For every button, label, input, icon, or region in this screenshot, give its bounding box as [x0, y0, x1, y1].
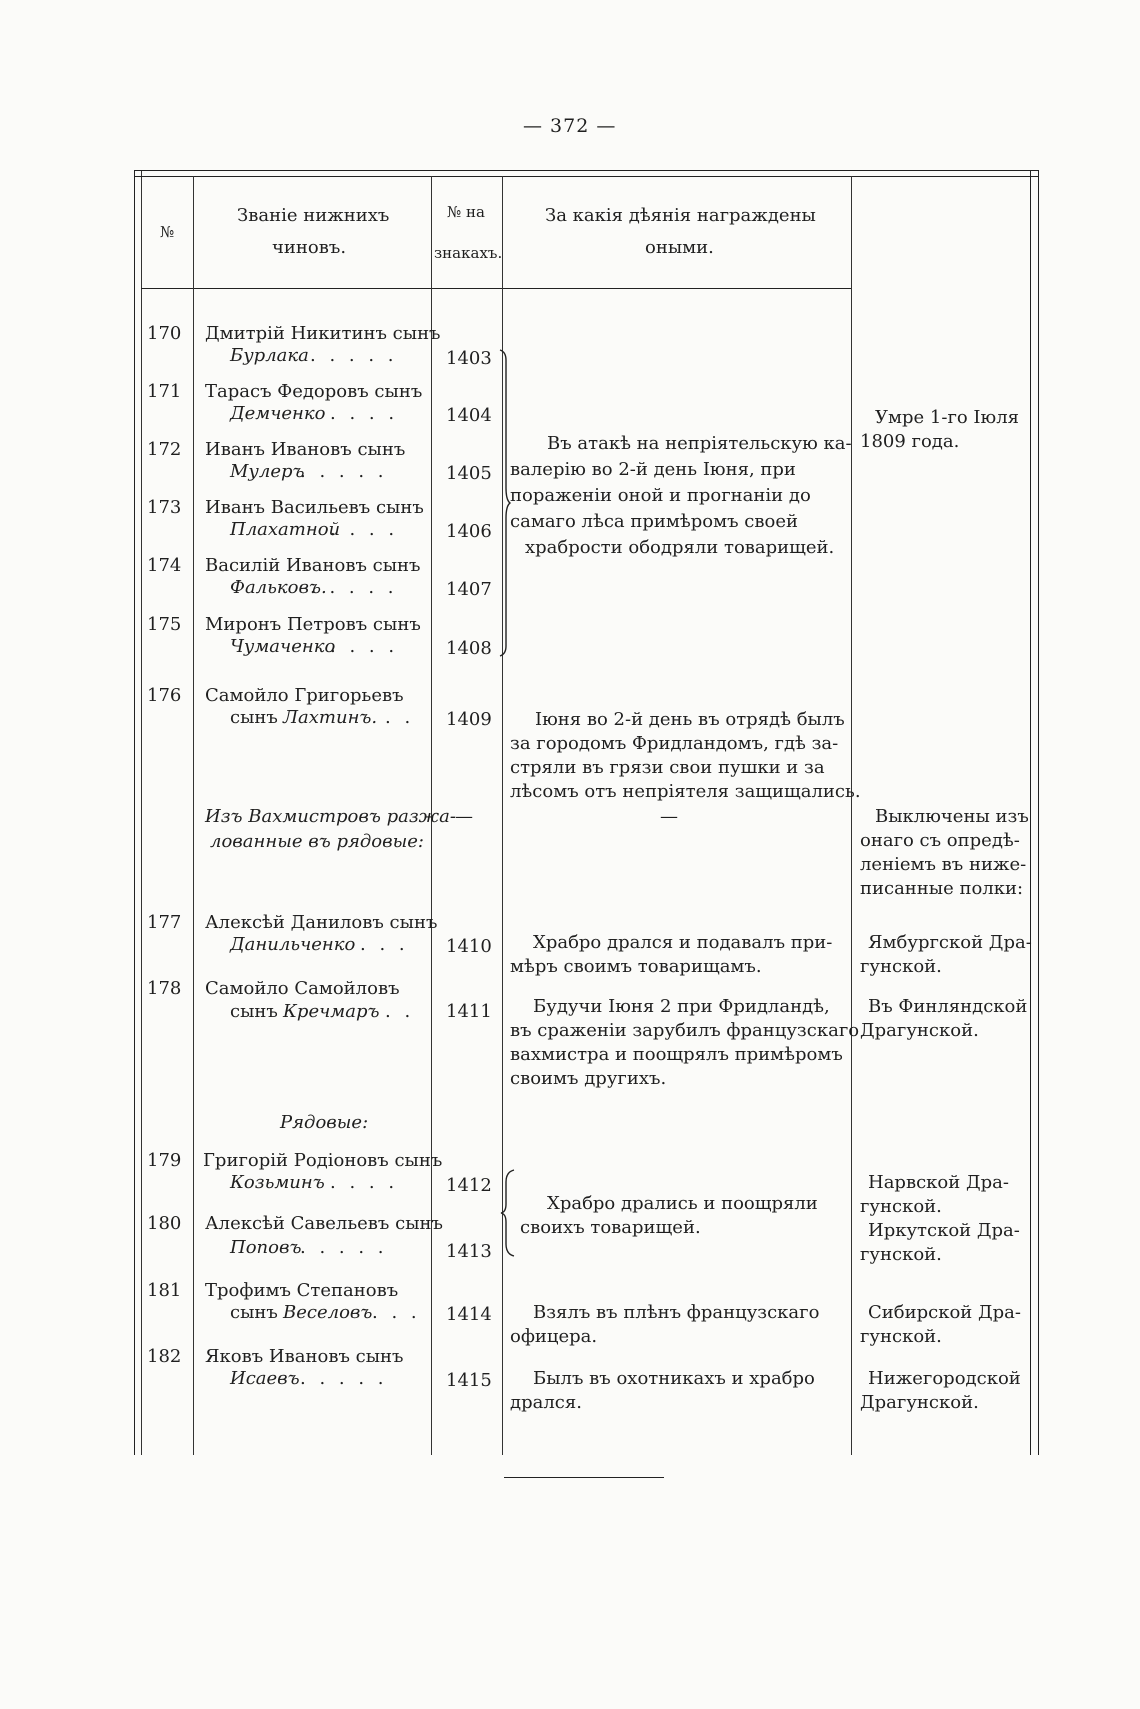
remark-text: Сибирской Дра- — [868, 1302, 1021, 1323]
row-dots: . . . . . — [310, 577, 398, 598]
dash: — — [455, 806, 473, 827]
row-num: 177 — [147, 912, 182, 933]
row-surname: Чумаченко — [230, 636, 336, 657]
row-badge: 1415 — [446, 1370, 492, 1391]
remark-text: гунской. — [860, 1196, 942, 1217]
row-num: 182 — [147, 1346, 182, 1367]
row-dots: . . . — [372, 1302, 421, 1323]
row-badge: 1411 — [446, 1001, 492, 1022]
remark-text: Выключены изъ — [875, 806, 1029, 827]
row-name-prefix: сынъ — [230, 707, 278, 728]
row-surname: Мулеръ — [230, 461, 305, 482]
row-num: 170 — [147, 323, 182, 344]
deed-text: вахмистра и поощрялъ примѣромъ — [510, 1044, 843, 1065]
header-deeds-1: За какія дѣянія награждены — [545, 205, 816, 226]
frame-right-inner — [1030, 170, 1031, 1455]
remark-text: Ямбургской Дра- — [868, 932, 1032, 953]
remark-text: Иркутской Дра- — [868, 1220, 1020, 1241]
row-badge: 1403 — [446, 348, 492, 369]
row-dots: . . . . — [330, 636, 399, 657]
row-num: 179 — [147, 1150, 182, 1171]
row-badge: 1409 — [446, 709, 492, 730]
deed-text: стряли въ грязи свои пушки и за — [510, 757, 825, 778]
row-name-prefix: сынъ — [230, 1001, 278, 1022]
row-surname: Данильченко — [230, 934, 356, 955]
frame-top-outer — [134, 170, 1039, 171]
row-surname: Исаевъ — [230, 1368, 300, 1389]
deed-text: валерію во 2-й день Іюня, при — [510, 459, 796, 480]
header-bottom-rule — [141, 288, 851, 289]
frame-right-outer — [1038, 170, 1039, 1455]
row-surname: Поповъ — [230, 1237, 302, 1258]
section-heading: лованные въ рядовые: — [210, 831, 424, 852]
remark-text: онаго съ опредѣ- — [860, 830, 1020, 851]
deed-text: храбрости ободряли товарищей. — [525, 537, 835, 558]
remark-text: Драгунской. — [860, 1392, 979, 1413]
frame-left-inner — [141, 170, 142, 1455]
remark-text: Драгунской. — [860, 1020, 979, 1041]
deed-text: Въ атакѣ на непріятельскую ка- — [547, 433, 852, 454]
deed-text: Взялъ въ плѣнъ французскаго — [533, 1302, 820, 1323]
row-badge: 1413 — [446, 1241, 492, 1262]
deed-text: лѣсомъ отъ непріятеля защищались. — [510, 781, 861, 802]
row-dots: . . — [385, 1001, 415, 1022]
remark-text: гунской. — [860, 1326, 942, 1347]
row-surname: Лахтинъ. — [283, 707, 378, 728]
row-num: 180 — [147, 1213, 182, 1234]
row-dots: . . . — [360, 934, 409, 955]
row-badge: 1405 — [446, 463, 492, 484]
row-badge: 1410 — [446, 936, 492, 957]
row-surname: Козьминъ — [230, 1172, 325, 1193]
row-name: Дмитрій Никитинъ сынъ — [205, 323, 441, 344]
row-surname: Демченко — [230, 403, 326, 424]
row-name: Алексѣй Савельевъ сынъ — [205, 1213, 443, 1234]
row-surname: Кречмаръ — [283, 1001, 380, 1022]
deed-text: Будучи Іюня 2 при Фридландѣ, — [533, 996, 830, 1017]
row-dots: . . . . — [330, 403, 399, 424]
row-name: Яковъ Ивановъ сынъ — [205, 1346, 404, 1367]
remark-text: Въ Финляндской — [868, 996, 1028, 1017]
remark-text: 1809 года. — [860, 431, 960, 452]
row-badge: 1407 — [446, 579, 492, 600]
deed-text: въ сраженіи зарубилъ французскаго — [510, 1020, 860, 1041]
frame-left-outer — [134, 170, 135, 1455]
row-name: Алексѣй Даниловъ сынъ — [205, 912, 438, 933]
section-heading: Изъ Вахмистровъ разжа- — [205, 806, 456, 827]
row-num: 181 — [147, 1280, 182, 1301]
header-rank-1: Званіе нижнихъ — [237, 205, 390, 226]
row-num: 171 — [147, 381, 182, 402]
deed-text: дрался. — [510, 1392, 582, 1413]
remark-text: Нижегородской — [868, 1368, 1021, 1389]
row-name: Василій Ивановъ сынъ — [205, 555, 421, 576]
row-name: Иванъ Васильевъ сынъ — [205, 497, 424, 518]
deed-text: Храбро дрался и подавалъ при- — [533, 932, 833, 953]
row-num: 174 — [147, 555, 182, 576]
page-number: — 372 — — [523, 115, 617, 137]
row-num: 176 — [147, 685, 182, 706]
row-name: Самойло Самойловъ — [205, 978, 400, 999]
deed-text: мѣръ своимъ товарищамъ. — [510, 956, 762, 977]
header-deeds-2: оными. — [645, 237, 714, 258]
row-num: 172 — [147, 439, 182, 460]
row-dots: . . . . . — [300, 461, 388, 482]
row-dots: . . . . . — [310, 345, 398, 366]
end-rule — [504, 1477, 664, 1478]
row-name: Самойло Григорьевъ — [205, 685, 404, 706]
row-badge: 1404 — [446, 405, 492, 426]
row-name: Трофимъ Степановъ — [205, 1280, 399, 1301]
row-dots: . . . . — [330, 1172, 399, 1193]
header-badge-2: знакахъ. — [434, 244, 503, 262]
header-num: № — [160, 223, 175, 241]
header-rank-2: чиновъ. — [272, 237, 347, 258]
dash: — — [660, 806, 678, 827]
section-heading: Рядовые: — [280, 1112, 369, 1133]
row-dots: . . — [385, 707, 415, 728]
deed-text: самаго лѣса примѣромъ своей — [510, 511, 798, 532]
row-dots: . . . . . — [300, 1368, 388, 1389]
deed-text: своимъ другихъ. — [510, 1068, 667, 1089]
row-num: 178 — [147, 978, 182, 999]
row-dots: . . . . — [330, 519, 399, 540]
deed-text: Былъ въ охотникахъ и храбро — [533, 1368, 815, 1389]
row-name: Тарасъ Федоровъ сынъ — [205, 381, 423, 402]
frame-top-inner — [134, 176, 1039, 177]
row-badge: 1406 — [446, 521, 492, 542]
row-name: Миронъ Петровъ сынъ — [205, 614, 421, 635]
row-badge: 1414 — [446, 1304, 492, 1325]
row-dots: . . . . . — [300, 1237, 388, 1258]
row-name-prefix: сынъ — [230, 1302, 278, 1323]
row-surname: Фальковъ. — [230, 577, 327, 598]
header-badge-1: № на — [447, 203, 485, 221]
deed-text: Іюня во 2-й день въ отрядѣ былъ — [535, 709, 845, 730]
col-rule-1 — [193, 176, 194, 1455]
remark-text: Нарвской Дра- — [868, 1172, 1009, 1193]
remark-text: леніемъ въ нижe- — [860, 854, 1027, 875]
row-surname: Веселовъ — [283, 1302, 373, 1323]
row-num: 173 — [147, 497, 182, 518]
row-num: 175 — [147, 614, 182, 635]
row-name: Григорій Родіоновъ сынъ — [203, 1150, 443, 1171]
remark-text: писанные полки: — [860, 878, 1024, 899]
row-surname: Плахатной — [230, 519, 341, 540]
deed-text: своихъ товарищей. — [520, 1217, 701, 1238]
row-name: Иванъ Ивановъ сынъ — [205, 439, 406, 460]
deed-text: Храбро дрались и поощряли — [547, 1193, 818, 1214]
row-badge: 1412 — [446, 1175, 492, 1196]
group-bracket-179-180 — [498, 1168, 518, 1258]
remark-text: гунской. — [860, 1244, 942, 1265]
row-surname: Бурлака — [230, 345, 309, 366]
row-badge: 1408 — [446, 638, 492, 659]
remark-text: Умре 1-го Іюля — [875, 407, 1019, 428]
deed-text: пораженіи оной и прогнаніи до — [510, 485, 811, 506]
col-rule-4 — [851, 176, 852, 1455]
deed-text: за городомъ Фридландомъ, гдѣ за- — [510, 733, 839, 754]
remark-text: гунской. — [860, 956, 942, 977]
deed-text: офицера. — [510, 1326, 598, 1347]
